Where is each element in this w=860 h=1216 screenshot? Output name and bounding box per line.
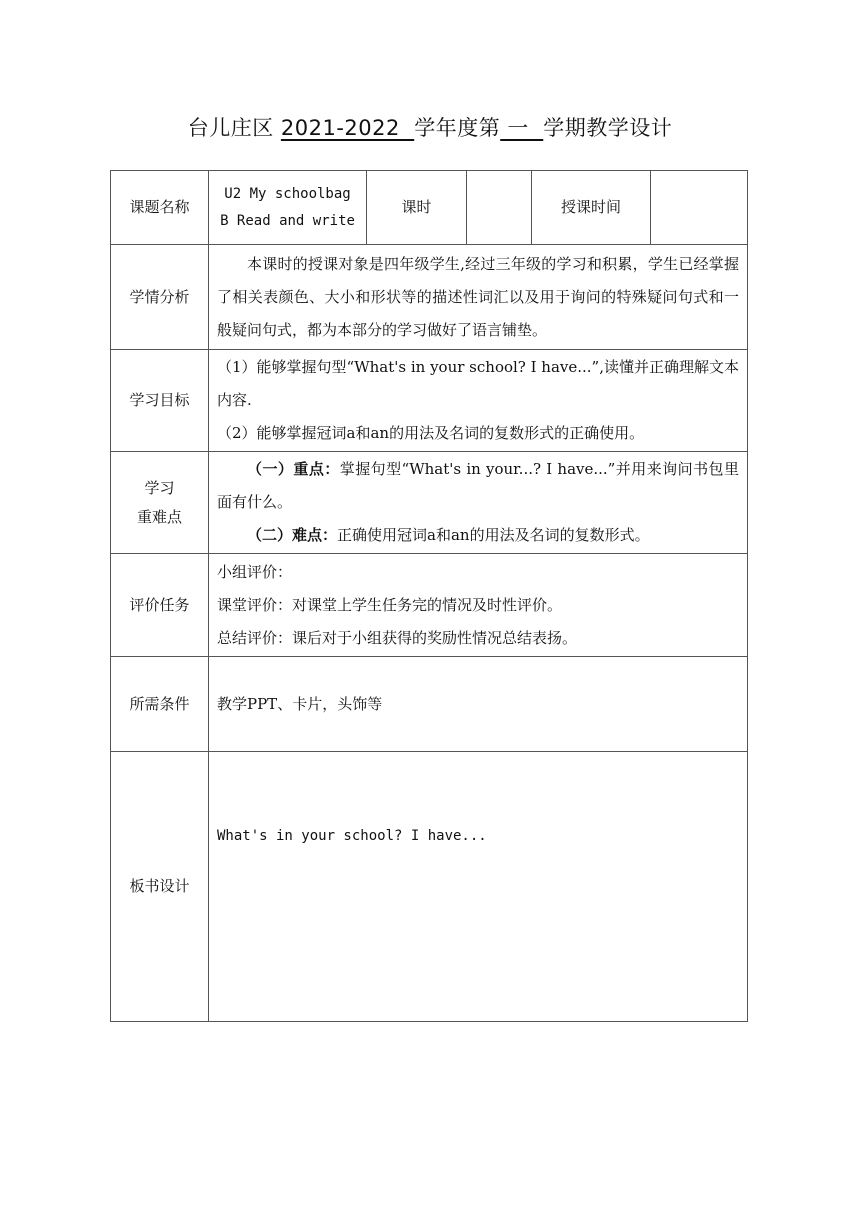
table-row: [111, 245, 748, 350]
difficulty-text: 正确使用冠词a和an的用法及名词的复数形式。: [337, 526, 650, 544]
page-title: [0, 112, 860, 142]
conditions-label: 所需条件: [111, 657, 209, 752]
table-row: [111, 452, 748, 554]
key-points-label: [111, 452, 209, 554]
table-row: [111, 171, 748, 245]
goal-item-2: （2）能够掌握冠词a和an的用法及名词的复数形式的正确使用。: [217, 424, 645, 442]
table-row: [111, 752, 748, 1022]
goal-item-1: （1）能够掌握句型“What's in your school? I have...”,读懂并正确理解文本内容.: [217, 358, 739, 409]
difficulty-item: [217, 519, 739, 552]
time-label: 授课时间: [532, 171, 651, 245]
evaluation-content: [209, 554, 748, 657]
key-points-label-line1: 学习: [144, 478, 175, 497]
evaluation-line-3: 总结评价：课后对于小组获得的奖励性情况总结表扬。: [217, 628, 578, 647]
goals-content: [209, 350, 748, 452]
key-points-label-line2: 重难点: [136, 507, 182, 526]
topic-line2: B Read and write: [220, 212, 355, 229]
topic-line1: U2 My schoolbag: [224, 185, 351, 202]
analysis-label: 学情分析: [111, 245, 209, 350]
key-point-text: 掌握句型“What's in your...? I have...”并用来询问书包里面有什么。: [217, 460, 739, 511]
table-row: [111, 350, 748, 452]
difficulty-title: （二）难点：: [247, 526, 338, 544]
evaluation-label: 评价任务: [111, 554, 209, 657]
key-point-title: （一）重点：: [247, 460, 340, 478]
evaluation-line-1: 小组评价：: [217, 562, 293, 581]
period-value: [467, 171, 532, 245]
topic-label: 课题名称: [111, 171, 209, 245]
board-text: What's in your school? I have...: [209, 752, 748, 1022]
table-row: [111, 657, 748, 752]
conditions-text: 教学PPT、卡片，头饰等: [209, 657, 748, 752]
key-points-content: [209, 452, 748, 554]
evaluation-line-2: 课堂评价：对课堂上学生任务完的情况及时性评价。: [217, 595, 563, 614]
key-point-item: [217, 453, 739, 519]
title-mid: 学年度第: [414, 116, 501, 140]
lesson-plan-table: [110, 170, 748, 1022]
title-suffix: 学期教学设计: [543, 116, 673, 140]
title-term: 一: [500, 116, 544, 140]
analysis-text: 本课时的授课对象是四年级学生,经过三年级的学习和积累，学生已经掌握了相关表颜色、大小和形状等的描述性词汇以及用于询问的特殊疑问句式和一般疑问句式，都为本部分的学习做好了语言铺垫。: [209, 245, 748, 350]
board-label: 板书设计: [111, 752, 209, 1022]
topic-value: [209, 171, 367, 245]
period-label: 课时: [367, 171, 467, 245]
title-prefix: 台儿庄区: [187, 116, 281, 140]
table-row: [111, 554, 748, 657]
goals-label: 学习目标: [111, 350, 209, 452]
title-year: 2021-2022: [280, 116, 415, 140]
time-value: [651, 171, 748, 245]
